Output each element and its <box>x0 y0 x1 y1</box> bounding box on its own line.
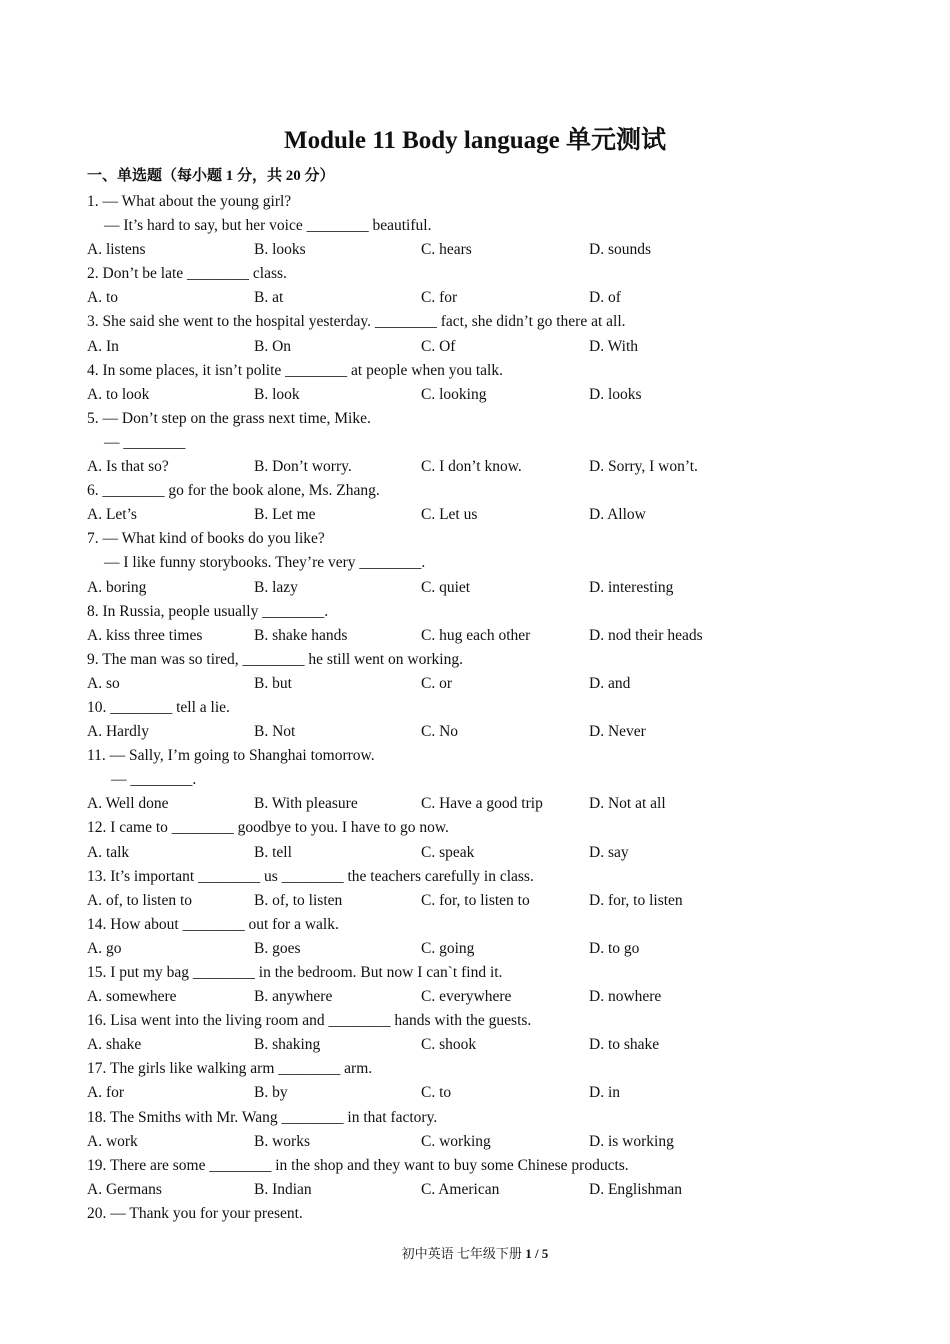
question-item <box>87 1154 887 1202</box>
question-stem: 18. The Smiths with Mr. Wang ________ in that factory. <box>87 1108 438 1126</box>
option-a: A. to <box>87 289 118 307</box>
option-b: B. but <box>254 674 292 692</box>
page-number: 1 / 5 <box>525 1246 549 1261</box>
option-c: C. looking <box>421 385 487 403</box>
option-d: D. interesting <box>589 578 674 596</box>
option-d: D. nowhere <box>589 988 662 1006</box>
options-row <box>87 1033 887 1057</box>
question-stem: 11. — Sally, I’m going to Shanghai tomorrow. <box>87 747 375 765</box>
question-item <box>87 310 887 358</box>
option-c: C. speak <box>421 843 475 861</box>
question-item <box>87 359 887 407</box>
option-a: A. kiss three times <box>87 626 203 644</box>
question-stem: 17. The girls like walking arm ________ arm. <box>87 1060 373 1078</box>
section-heading: 一、单选题（每小题 1 分，共 20 分） <box>87 168 335 184</box>
option-d: D. Englishman <box>589 1180 682 1198</box>
options-row <box>87 455 887 479</box>
option-d: D. looks <box>589 385 642 403</box>
question-stem: 3. She said she went to the hospital yesterday. ________ fact, she didn’t go there at all. <box>87 313 626 331</box>
question-item <box>87 407 887 479</box>
question-stem: 12. I came to ________ goodbye to you. I have to go now. <box>87 819 449 837</box>
question-stem: 15. I put my bag ________ in the bedroom. But now I can`t find it. <box>87 964 503 981</box>
option-b: B. looks <box>254 241 306 259</box>
option-c: C. or <box>421 674 452 692</box>
option-c: C. for <box>421 289 458 307</box>
option-a: A. boring <box>87 578 147 596</box>
question-stem: 7. — What kind of books do you like? <box>87 530 325 548</box>
option-a: A. for <box>87 1084 125 1102</box>
options-row <box>87 937 887 961</box>
options-row <box>87 1130 887 1154</box>
option-a: A. Is that so? <box>87 458 169 476</box>
question-stem: 1. — What about the young girl? <box>87 193 292 210</box>
options-row <box>87 503 887 527</box>
option-b: B. Let me <box>254 506 316 524</box>
options-row <box>87 792 887 816</box>
option-d: D. for, to listen <box>589 891 683 909</box>
options-row <box>87 1081 887 1105</box>
option-b: B. Don’t worry. <box>254 458 352 476</box>
option-b: B. With pleasure <box>254 795 358 813</box>
question-item <box>87 1009 887 1057</box>
question-item <box>87 696 887 744</box>
question-item <box>87 865 887 913</box>
option-a: A. work <box>87 1132 138 1150</box>
option-c: C. quiet <box>421 578 471 596</box>
option-a: A. Germans <box>87 1180 162 1198</box>
option-a: A. In <box>87 337 119 355</box>
option-c: C. No <box>421 723 459 741</box>
options-row <box>87 286 887 310</box>
options-row <box>87 672 887 696</box>
option-b: B. of, to listen <box>254 891 343 909</box>
question-stem: 20. — Thank you for your present. <box>87 1204 303 1222</box>
option-b: B. by <box>254 1084 288 1102</box>
option-d: D. say <box>589 843 629 861</box>
option-c: C. Let us <box>421 506 478 524</box>
question-item <box>87 600 887 648</box>
option-d: D. nod their heads <box>589 626 703 644</box>
question-item <box>87 744 887 816</box>
option-c: C. American <box>421 1180 500 1198</box>
option-a: A. talk <box>87 843 130 861</box>
option-b: B. at <box>254 289 284 307</box>
option-b: B. Indian <box>254 1180 312 1198</box>
option-a: A. so <box>87 674 120 692</box>
option-b: B. tell <box>254 843 292 861</box>
options-row <box>87 238 887 262</box>
option-b: B. lazy <box>254 578 298 596</box>
question-stem: 4. In some places, it isn’t polite ________ at people when you talk. <box>87 361 503 379</box>
option-d: D. sounds <box>589 241 652 259</box>
page-footer <box>0 1244 950 1264</box>
footer-label: 初中英语 七年级下册 <box>401 1246 522 1261</box>
option-c: C. hug each other <box>421 626 531 644</box>
option-d: D. is working <box>589 1132 674 1150</box>
option-c: C. Have a good trip <box>421 795 543 813</box>
question-dialogue-reply: — I like funny storybooks. They’re very ________. <box>104 554 426 572</box>
question-stem: 13. It’s important ________ us ________ the teachers carefully in class. <box>87 867 534 885</box>
option-c: C. hears <box>421 241 472 259</box>
question-item <box>87 1057 887 1105</box>
question-stem: 16. Lisa went into the living room and ________ hands with the guests. <box>87 1012 532 1030</box>
option-d: D. Never <box>589 723 646 741</box>
question-stem: 9. The man was so tired, ________ he still went on working. <box>87 650 463 668</box>
option-d: D. Not at all <box>589 795 666 813</box>
option-a: A. of, to listen to <box>87 891 193 909</box>
option-a: A. somewhere <box>87 988 177 1006</box>
option-c: C. working <box>421 1132 491 1150</box>
question-item <box>87 961 887 1009</box>
question-stem: 19. There are some ________ in the shop and they want to buy some Chinese products. <box>87 1156 629 1174</box>
option-d: D. With <box>589 337 639 355</box>
option-d: D. Sorry, I won’t. <box>589 458 698 476</box>
option-c: C. everywhere <box>421 988 512 1006</box>
option-b: B. shake hands <box>254 626 348 644</box>
options-row <box>87 624 887 648</box>
page-title: Module 11 Body language 单元测试 <box>284 127 666 154</box>
option-d: D. and <box>589 674 631 692</box>
question-item <box>87 913 887 961</box>
options-row <box>87 985 887 1009</box>
option-b: B. look <box>254 385 300 403</box>
options-row <box>87 841 887 865</box>
question-item <box>87 527 887 599</box>
options-row <box>87 720 887 744</box>
question-item <box>87 262 887 310</box>
option-a: A. go <box>87 939 122 957</box>
question-stem: 10. ________ tell a lie. <box>87 698 230 716</box>
question-stem: 5. — Don’t step on the grass next time, Mike. <box>87 409 371 427</box>
option-b: B. shaking <box>254 1036 321 1054</box>
question-item <box>87 816 887 864</box>
question-dialogue-reply: — ________ <box>104 433 186 451</box>
option-b: B. Not <box>254 723 296 741</box>
options-row <box>87 576 887 600</box>
question-list <box>87 190 887 1226</box>
options-row <box>87 335 887 359</box>
option-b: B. goes <box>254 939 301 957</box>
question-item <box>87 1202 887 1226</box>
option-d: D. in <box>589 1084 620 1102</box>
question-item <box>87 648 887 696</box>
question-stem: 6. ________ go for the book alone, Ms. Zhang. <box>87 482 380 500</box>
question-item <box>87 1106 887 1154</box>
question-stem: 2. Don’t be late ________ class. <box>87 265 287 283</box>
option-a: A. Well done <box>87 795 169 813</box>
option-c: C. I don’t know. <box>421 458 522 476</box>
option-c: C. Of <box>421 337 456 355</box>
option-d: D. to shake <box>589 1036 660 1054</box>
options-row <box>87 1178 887 1202</box>
option-d: D. Allow <box>589 506 646 524</box>
option-d: D. of <box>589 289 621 307</box>
question-dialogue-reply: — It’s hard to say, but her voice ________ beautiful. <box>104 217 432 235</box>
option-a: A. Hardly <box>87 723 149 741</box>
option-c: C. shook <box>421 1036 477 1054</box>
options-row <box>87 889 887 913</box>
question-stem: 8. In Russia, people usually ________. <box>87 602 329 620</box>
option-a: A. to look <box>87 385 150 403</box>
option-c: C. for, to listen to <box>421 891 530 909</box>
option-b: B. works <box>254 1132 310 1150</box>
option-d: D. to go <box>589 939 640 957</box>
option-b: B. On <box>254 337 292 355</box>
question-item <box>87 190 887 262</box>
question-dialogue-reply: — ________. <box>111 771 197 789</box>
option-a: A. shake <box>87 1036 142 1054</box>
question-item <box>87 479 887 527</box>
option-c: C. going <box>421 939 475 957</box>
options-row <box>87 383 887 407</box>
option-b: B. anywhere <box>254 988 333 1006</box>
option-c: C. to <box>421 1084 452 1102</box>
option-a: A. Let’s <box>87 506 137 524</box>
question-stem: 14. How about ________ out for a walk. <box>87 915 339 933</box>
option-a: A. listens <box>87 241 146 259</box>
